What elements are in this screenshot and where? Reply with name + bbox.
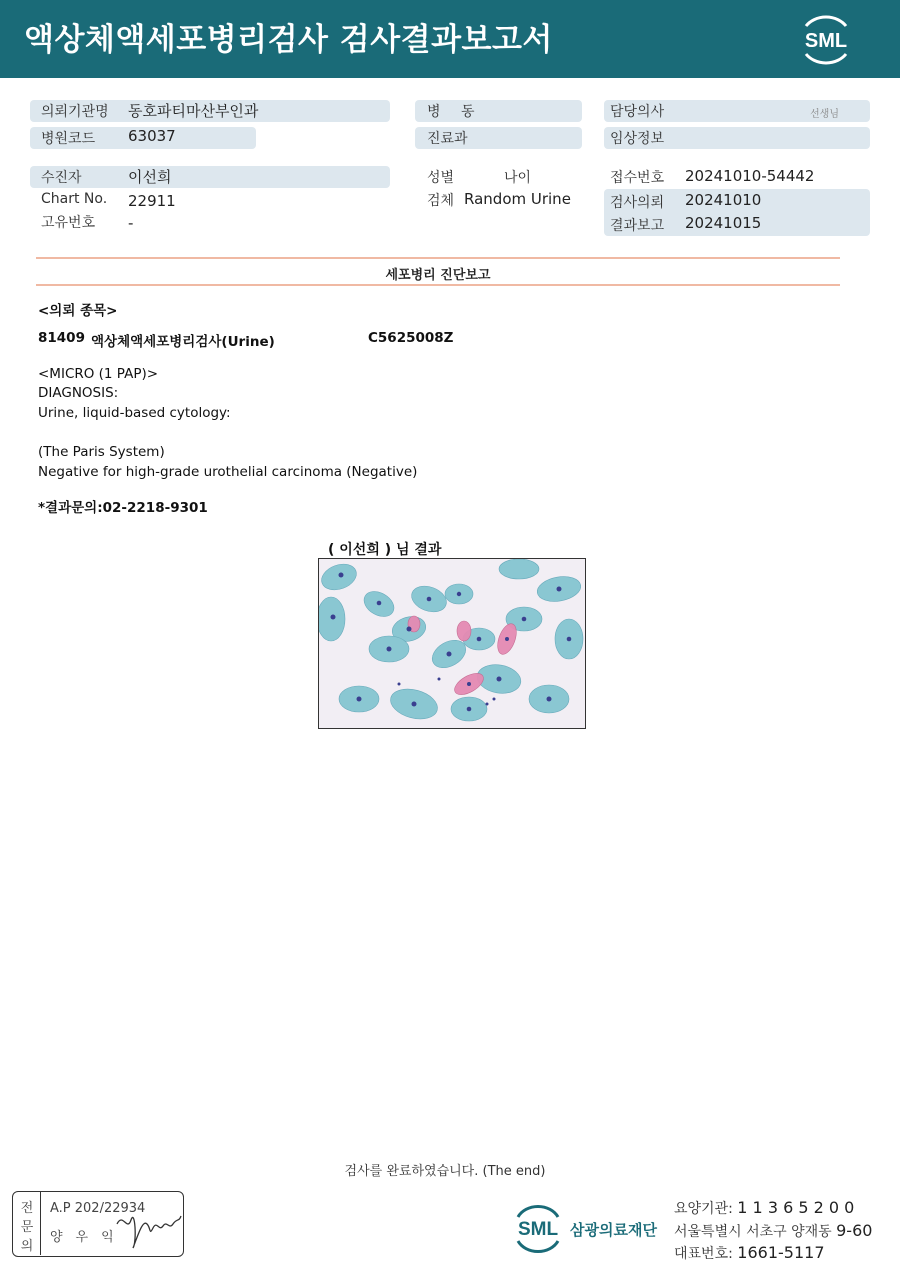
chart-value: 22911 [128, 192, 176, 210]
test-id: C5625008Z [368, 330, 454, 346]
patient-label: 수진자 [41, 170, 82, 186]
age-label: 나이 [504, 170, 532, 186]
section-divider-bottom [36, 284, 840, 286]
license-label: 요양기관: [674, 1201, 733, 1217]
stamp-char-2: 문 [20, 1220, 34, 1235]
phone-line [674, 1243, 825, 1263]
specimen-desc: Urine, liquid-based cytology: [38, 405, 231, 421]
test-code: 81409 [38, 330, 85, 346]
stamp-code: A.P 202/22934 [50, 1201, 146, 1216]
stamp-title [13, 1192, 41, 1255]
license-value: 1 1 3 6 5 2 0 0 [737, 1198, 855, 1217]
sml-logo [796, 12, 856, 66]
stamp-char-3: 의 [20, 1239, 34, 1254]
sml-footer-logo [510, 1201, 566, 1255]
cytology-image [318, 558, 586, 729]
section-title: 세포병리 진단보고 [385, 268, 491, 283]
institution-value: 동호파티마산부인과 [128, 102, 259, 120]
stamp-char-1: 전 [20, 1201, 34, 1216]
specimen-value: Random Urine [464, 190, 571, 208]
specialist-stamp [12, 1191, 184, 1257]
specimen-label: 검체 [427, 193, 455, 209]
test-name: 액상체액세포병리검사(Urine) [91, 334, 275, 350]
request-value: 20241010 [685, 191, 762, 209]
doctor-label: 담당의사 [610, 104, 665, 120]
department-label: 진료과 [427, 131, 468, 147]
report-header [0, 0, 900, 78]
doctor-suffix: 선생님 [810, 109, 839, 120]
receipt-value: 20241010-54442 [685, 167, 815, 185]
report-title: 액상체액세포병리검사 검사결과보고서 [24, 22, 553, 58]
ward-label: 병 동 [427, 104, 483, 120]
contact-line: *결과문의:02-2218-9301 [38, 500, 208, 516]
diagnosis-label: DIAGNOSIS: [38, 385, 119, 401]
report-value: 20241015 [685, 214, 762, 232]
clinical-info-label: 임상정보 [610, 131, 665, 147]
address-number: 9-60 [836, 1221, 873, 1240]
hospital-code-label: 병원코드 [41, 131, 96, 147]
sml-footer-logo-text: SML [517, 1219, 559, 1240]
stamp-name: 양우익 [50, 1230, 127, 1245]
phone-label: 대표번호: [674, 1246, 733, 1262]
address-line [674, 1221, 872, 1241]
institution-label: 의뢰기관명 [41, 104, 109, 120]
sex-label: 성별 [427, 170, 455, 186]
org-name: 삼광의료재단 [570, 1221, 657, 1239]
report-label: 결과보고 [610, 218, 665, 234]
paris-system: (The Paris System) [38, 444, 165, 460]
signature-image [113, 1202, 185, 1252]
image-caption: ( 이선희 ) 님 결과 [328, 542, 442, 558]
license-line [674, 1198, 854, 1218]
section-divider-top [36, 257, 840, 259]
request-heading: <의뢰 종목> [38, 303, 118, 319]
unique-id-label: 고유번호 [41, 215, 96, 231]
hospital-code-value: 63037 [128, 127, 176, 145]
micro-heading: <MICRO (1 PAP)> [38, 366, 159, 382]
phone-value: 1661-5117 [737, 1243, 825, 1262]
unique-id-value: - [128, 214, 134, 232]
patient-value: 이선희 [128, 168, 172, 186]
receipt-label: 접수번호 [610, 170, 665, 186]
end-text: 검사를 완료하였습니다. (The end) [344, 1164, 546, 1179]
request-label: 검사의뢰 [610, 195, 665, 211]
chart-label: Chart No. [41, 191, 108, 207]
patient-row [30, 166, 390, 188]
address: 서울특별시 서초구 양재동 [674, 1224, 832, 1240]
diagnosis-result: Negative for high-grade urothelial carcinoma (Negative) [38, 464, 418, 480]
sml-logo-text: SML [804, 30, 848, 52]
